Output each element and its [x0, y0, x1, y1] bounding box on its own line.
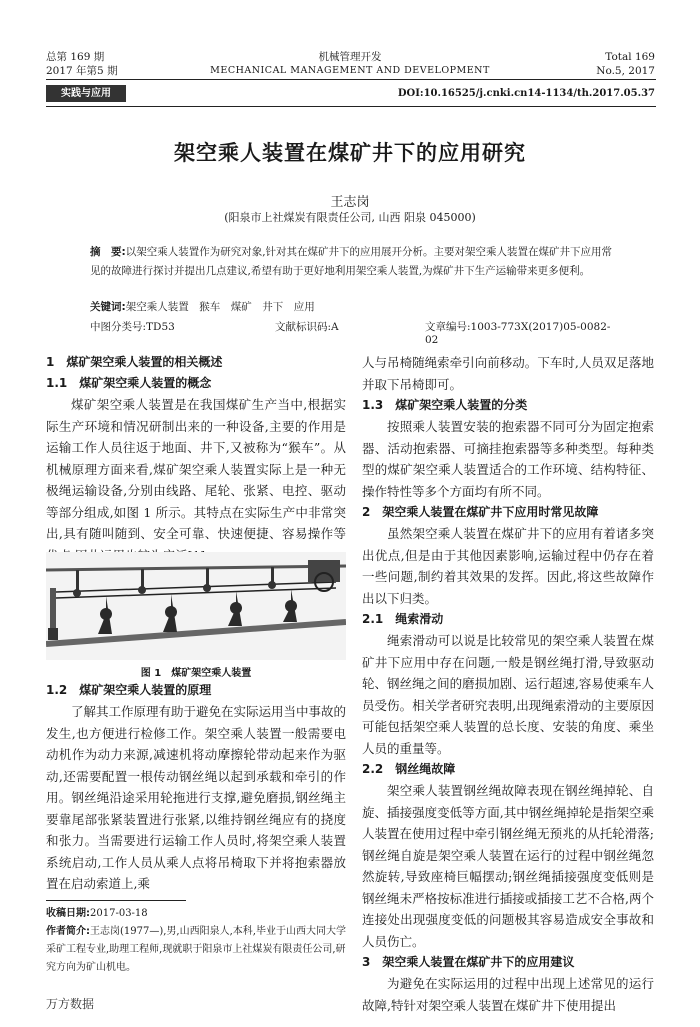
doi: DOI:10.16525/j.cnki.cn14-1134/th.2017.05.37 — [397, 88, 655, 99]
article-number: 文章编号:1003-773X(2017)05-0082-02 — [425, 321, 611, 346]
clc-code: 中图分类号:TD53 — [90, 321, 175, 333]
keywords — [90, 299, 315, 314]
author-name: 王志岗 — [330, 195, 370, 210]
figure-1-illustration — [46, 552, 346, 660]
section-2-1-paragraph: 绳索滑动可以说是比较常见的架空乘人装置在煤矿井下应用中存在问题,一般是钢丝绳打滑,导致驱动轮、钢丝绳之间的磨损加剧、运行超速,容易使乘车人员受伤。相关学者研究表明,出现绳索滑动的主要原因可能包括架空乘人装置的总长度、安装的角度、乘坐人员的重量等。 — [362, 633, 654, 756]
received-value: 2017-03-18 — [90, 908, 148, 919]
section-tag: 实践与应用 — [46, 85, 126, 102]
section-3-heading: 3 架空乘人装置在煤矿井下的应用建议 — [362, 955, 575, 969]
header-issue-number: 2017 年第5 期 — [46, 65, 118, 77]
header-rule — [46, 79, 656, 80]
bio-label: 作者简介: — [46, 926, 90, 937]
doi-rule — [46, 106, 656, 107]
header-journal-cn: 机械管理开发 — [318, 51, 382, 63]
header-journal-en: MECHANICAL MANAGEMENT AND DEVELOPMENT — [210, 65, 490, 76]
header-no: No.5, 2017 — [596, 65, 655, 77]
section-1-1-heading: 1.1 煤矿架空乘人装置的概念 — [46, 376, 212, 390]
header-total: Total 169 — [605, 51, 655, 63]
abstract-label: 摘 要: — [90, 246, 126, 258]
section-1-1-paragraph: 煤矿架空乘人装置是在我国煤矿生产当中,根据实际生产环境和情况研制出来的一种设备,主要的作用是运输工作人员往返于地面、井下,又被称为“猴车”。从机械原理方面来看,煤矿架空乘人装置实际上是一种无极绳运输设备,分别由线路、尾轮、张紧、电控、驱动等部分组成,如图 1 所示。其特点在实际生产中非常突出,具有随叫随到、安全可靠、快速便捷、容易操作等 — [46, 397, 346, 541]
right-column — [362, 352, 654, 1016]
section-2-heading: 2 架空乘人装置在煤矿井下应用时常见故障 — [362, 505, 599, 519]
section-1-heading: 1 煤矿架空乘人装置的相关概述 — [46, 355, 223, 369]
document-code: 文献标识码:A — [275, 321, 339, 333]
section-1-3-paragraph: 按照乘人装置安装的抱索器不同可分为固定抱索器、活动抱索器、可摘挂抱索器等多种类型。每种类型的煤矿架空乘人装置适合的工作环境、结构特征、操作特性等多个方面均有所不同。 — [362, 419, 654, 499]
section-1-2-heading: 1.2 煤矿架空乘人装置的原理 — [46, 683, 212, 697]
bio-text: 王志岗(1977—),男,山西阳泉人,本科,毕业于山西大同大学采矿工程专业,助理工程师,现就职于阳泉市上社煤炭有限责任公司,研究方向为矿山机电。 — [46, 926, 346, 973]
section-2-2-paragraph: 架空乘人装置钢丝绳故障表现在钢丝绳掉轮、自旋、插接强度变低等方面,其中钢丝绳掉轮是指架空乘人装置在使用过程中牵引钢丝绳无预兆的从托轮滑落;钢丝绳自旋是架空乘人装置在运行的过程中钢丝绳忽然旋转,导致座椅巨幅摆动;钢丝绳插接强度变低则是钢丝绳未严格按标准进行插接或插接工艺不合格,两个连接处出现强度变低的问题极其容易造成安全事故和人员伤亡。 — [362, 783, 654, 949]
footnote-rule — [46, 900, 186, 901]
section-1-3-heading: 1.3 煤矿架空乘人装置的分类 — [362, 398, 528, 412]
header-issue-total: 总第 169 期 — [46, 51, 105, 63]
section-1-2-paragraph: 了解其工作原理有助于避免在实际运用当中事故的发生,也方便进行检修工作。架空乘人装置一般需要电动机作为动力来源,减速机将动摩擦轮带动起来作为驱动,还需要配置一根传动钢丝绳以起到承载和牵引的作用。钢丝绳沿途采用轮拖进行支撑,避免磨损,钢丝绳主要靠尾部张紧装置进行张紧,以维持钢丝绳应有的挠度和张力。当需要进行运输工作人员时,将架空乘人装置系统启动,工作人员从乘人点将吊椅取下并将抱索器放置在启动索道上,乘 — [46, 704, 347, 891]
left-column-top — [46, 352, 346, 566]
keywords-text: 架空乘人装置 猴车 煤矿 井下 应用 — [125, 301, 315, 313]
section-3-paragraph: 为避免在实际运用的过程中出现上述常见的运行故障,特针对架空乘人装置在煤矿井下使用提出 — [362, 976, 654, 1013]
abstract-text: 以架空乘人装置作为研究对象,针对其在煤矿井下的应用展开分析。主要对架空乘人装置在煤矿井下应用常见的故障进行探讨并提出几点建议,希望有助于更好地利用架空乘人装置,为煤矿井下生产运输带来更多便利。 — [90, 246, 613, 277]
section-2-1-heading: 2.1 绳索滑动 — [362, 612, 444, 626]
abstract — [90, 243, 620, 281]
continued-paragraph: 人与吊椅随绳索牵引向前移动。下车时,人员双足落地并取下吊椅即可。 — [362, 355, 654, 392]
footnote — [46, 905, 346, 977]
paper-title: 架空乘人装置在煤矿井下的应用研究 — [174, 141, 526, 165]
left-column-bottom — [46, 680, 346, 895]
received-date — [46, 905, 346, 923]
author-affiliation: (阳泉市上社煤炭有限责任公司, 山西 阳泉 045000) — [224, 211, 476, 224]
section-2-2-heading: 2.2 钢丝绳故障 — [362, 762, 456, 776]
author-bio — [46, 923, 346, 977]
figure-1-caption: 图 1 煤矿架空乘人装置 — [140, 668, 252, 679]
received-label: 收稿日期: — [46, 908, 90, 919]
section-2-paragraph: 虽然架空乘人装置在煤矿井下的应用有着诸多突出优点,但是由于其他因素影响,运输过程中仍存在着一些问题,制约着其效果的发挥。因此,将这些故障作出以下归类。 — [362, 526, 654, 606]
keywords-label: 关键词: — [90, 301, 126, 313]
watermark: 万方数据 — [46, 997, 95, 1011]
